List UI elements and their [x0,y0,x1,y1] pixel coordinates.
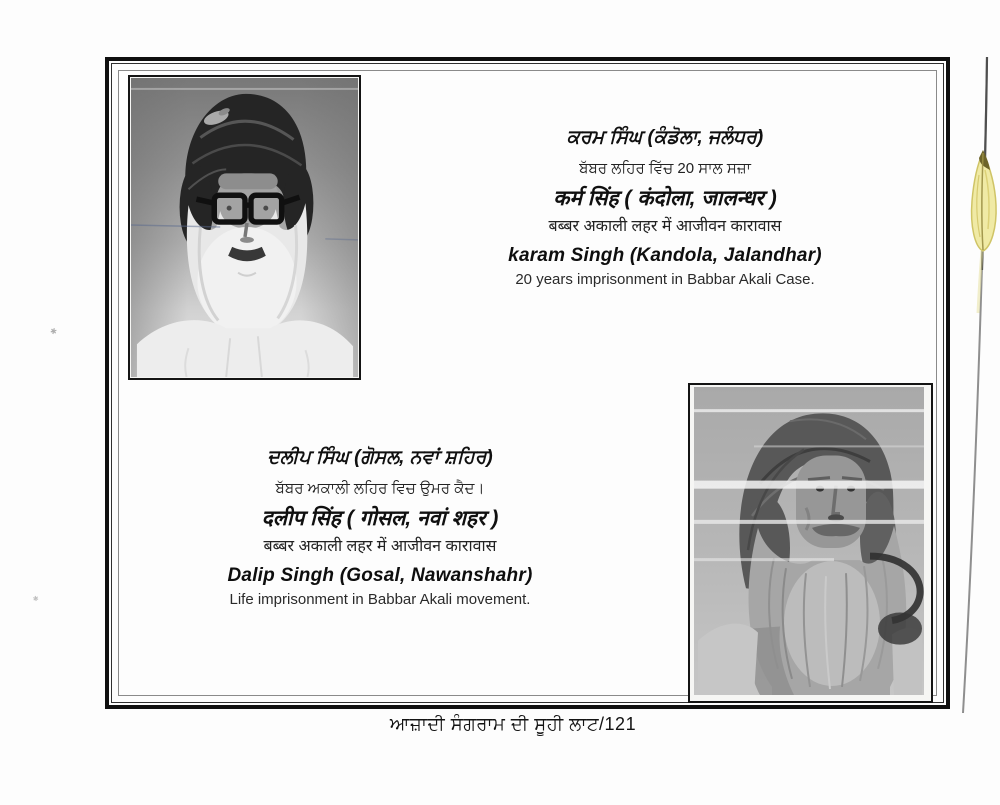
page-footer-title: ਆਜ਼ਾਦੀ ਸੰਗਰਾਮ ਦੀ ਸੂਹੀ ਲਾਟ/121 [389,714,637,734]
karam-hindi-name: कर्म सिंह ( कंदोला, जालन्धर ) [553,187,777,211]
karam-punjabi-name: ਕਰਮ ਸਿੰਘ (ਕੰਡੋਲਾ, ਜਲੰਧਰ) [566,127,764,148]
karam-english-detail: 20 years imprisonment in Babbar Akali Case. [515,271,815,289]
portrait-photo-dalip-singh [688,383,933,703]
karam-punjabi-detail: ਬੱਬਰ ਲਹਿਰ ਵਿੱਚ 20 ਸਾਲ ਸਜ਼ਾ [579,159,751,177]
page-edge-and-bookmark-tab [938,55,1000,715]
dalip-hindi-detail: बब्बर अकाली लहर में आजीवन कारावास [263,538,497,556]
dalip-english-name: Dalip Singh (Gosal, Nawanshahr) [227,564,533,586]
scan-speck: ✱ [49,326,58,337]
karam-english-name: karam Singh (Kandola, Jalandhar) [508,244,822,266]
caption-block-dalip-singh [190,447,570,609]
dalip-hindi-name: दलीप सिंह ( गोसल, नवां शहर ) [261,507,499,531]
karam-hindi-detail: बब्बर अकाली लहर में आजीवन कारावास [548,218,782,236]
yellow-bookmark-icon [972,150,997,313]
scan-speck: ✱ [32,595,40,604]
dalip-punjabi-name: ਦਲੀਪ ਸਿੰਘ (ਗੋਸਲ, ਨਵਾਂ ਸ਼ਹਿਰ) [267,447,493,468]
portrait-photo-karam-singh [128,75,361,380]
dalip-punjabi-detail: ਬੱਬਰ ਅਕਾਲੀ ਲਹਿਰ ਵਿਚ ਉਮਰ ਕੈਦ। [275,479,485,497]
portrait-dalip-singh-illustration [694,387,924,695]
dalip-english-detail: Life imprisonment in Babbar Akali movement. [229,591,531,609]
caption-block-karam-singh [455,127,875,289]
portrait-karam-singh-illustration [131,78,358,377]
